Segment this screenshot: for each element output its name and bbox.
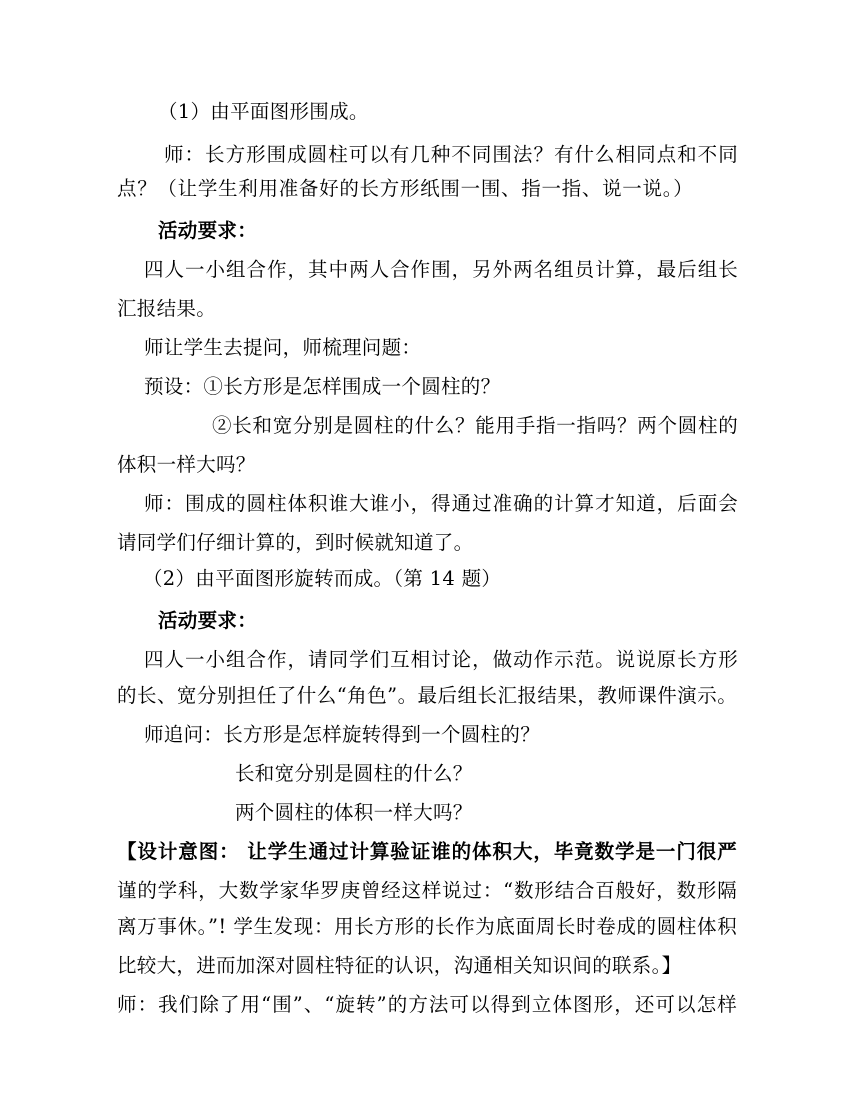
design-intent-line: 比较大，进而加深对圆柱特征的认识，沟通相关知识间的联系。】: [117, 954, 682, 977]
preset-question-1: 预设：①长方形是怎样围成一个圆柱的？: [144, 375, 501, 398]
paragraph-line: 师让学生去提问，师梳理问题：: [144, 336, 422, 359]
teacher-question: 两个圆柱的体积一样大吗？: [235, 801, 473, 824]
teacher-question: 师追问：长方形是怎样旋转得到一个圆柱的？: [144, 723, 541, 746]
activity-requirement-heading: 活动要求：: [158, 219, 258, 242]
paragraph-line: 师：围成的圆柱体积谁大谁小，得通过准确的计算才知道，后面会: [144, 492, 738, 515]
paragraph-line: 四人一小组合作，请同学们互相讨论，做动作示范。说说原长方形: [144, 648, 738, 671]
paragraph-line: 汇报结果。: [117, 297, 217, 320]
paragraph-line: 的长、宽分别担任了什么“角色”。最后组长汇报结果，教师课件演示。: [117, 684, 737, 707]
paragraph-line: 四人一小组合作，其中两人合作围，另外两名组员计算，最后组长: [144, 258, 738, 281]
design-intent-line: 谨的学科，大数学家华罗庚曾经这样说过：“数形结合百般好，数形隔: [117, 879, 737, 902]
paragraph-line: 师：长方形围成圆柱可以有几种不同围法？有什么相同点和不同: [164, 143, 738, 166]
activity-requirement-heading: 活动要求：: [158, 609, 258, 632]
design-intent-line: 离万事休。”! 学生发现：用长方形的长作为底面周长时卷成的圆柱体积: [117, 915, 737, 938]
preset-question-2: ②长和宽分别是圆柱的什么？能用手指一指吗？两个圆柱的: [212, 414, 738, 437]
design-intent-line: 【设计意图： 让学生通过计算验证谁的体积大，毕竟数学是一门很严: [117, 840, 737, 863]
paragraph-line: 点？（让学生利用准备好的长方形纸围一围、指一指、说一说。）: [117, 177, 693, 200]
section-heading-1: （1）由平面图形围成。: [158, 100, 369, 123]
paragraph-line: 体积一样大吗？: [117, 453, 256, 476]
section-heading-2: （2）由平面图形旋转而成。（第 14 题）: [143, 567, 502, 590]
paragraph-line: 师：我们除了用“围”、“旋转”的方法可以得到立体图形，还可以怎样: [117, 993, 737, 1016]
teacher-question: 长和宽分别是圆柱的什么？: [235, 762, 473, 785]
paragraph-line: 请同学们仔细计算的，到时候就知道了。: [117, 531, 474, 554]
